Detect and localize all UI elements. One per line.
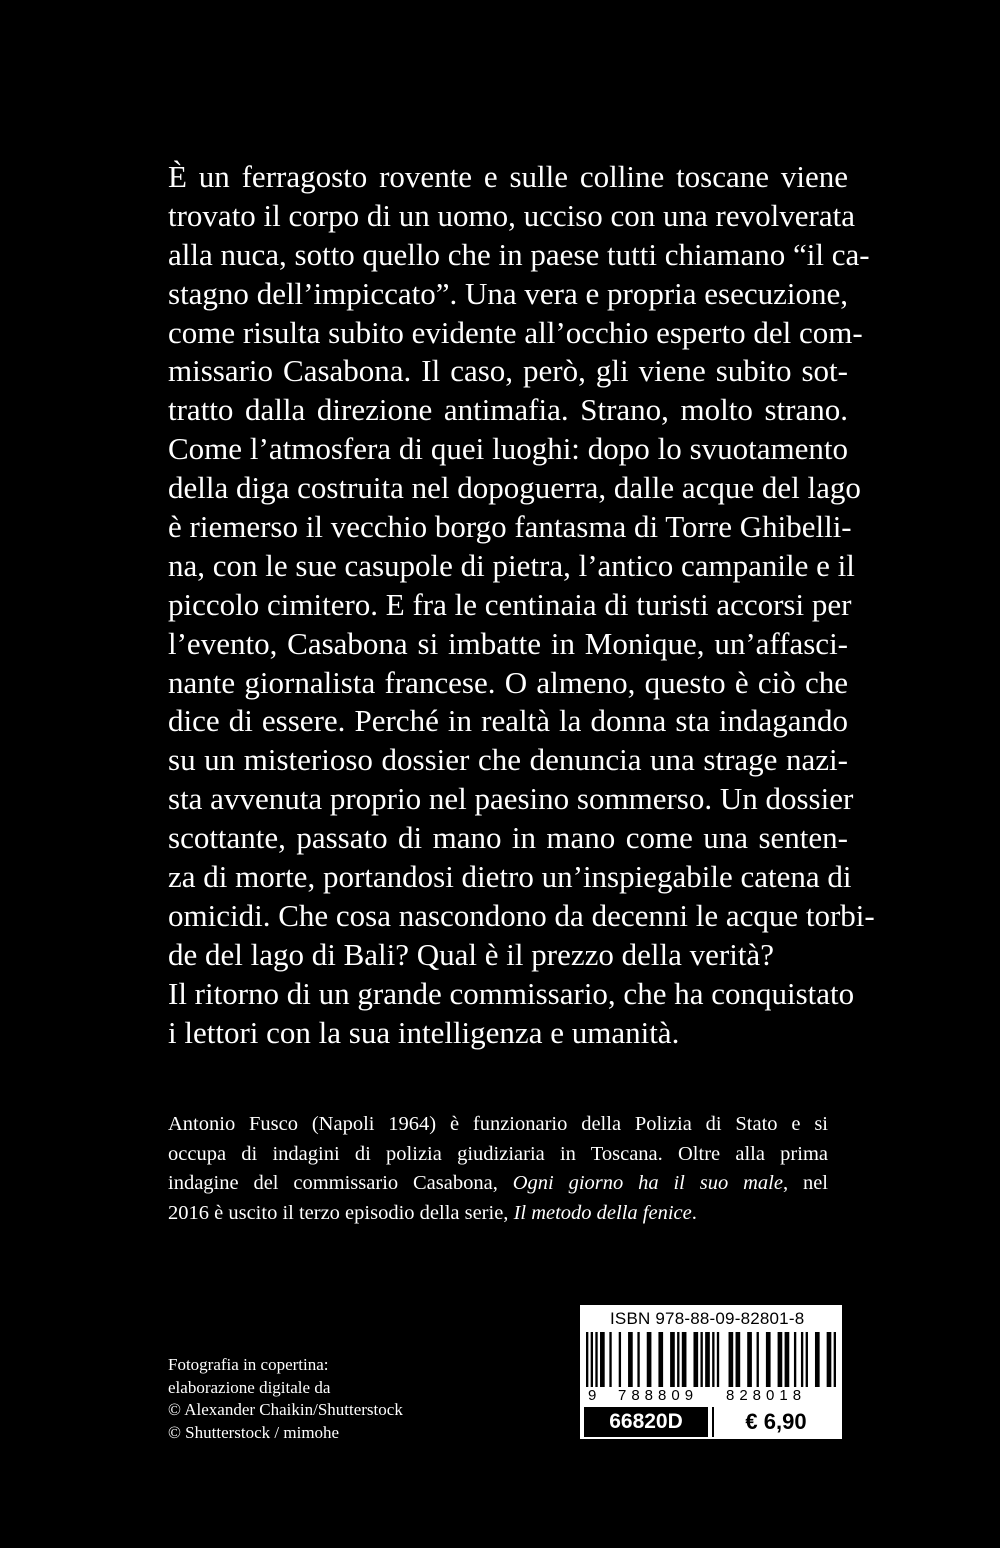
bio-line — [168, 1169, 828, 1199]
barcode-digits-left: 788809 — [618, 1387, 699, 1404]
credit-line: © Shutterstock / mimohe — [168, 1422, 340, 1442]
blurb-line: omicidi. Che cosa nascondono da decenni le acque torbi- — [168, 897, 875, 933]
barcode-digits-right: 828018 — [726, 1387, 807, 1404]
blurb-line: È un ferragosto rovente e sulle colline toscane viene — [168, 159, 848, 194]
blurb-line: come risulta subito evidente all’occhio esperto del com- — [168, 314, 863, 350]
barcode-digits — [586, 1387, 838, 1405]
blurb-line: dice di essere. Perché in realtà la donna sta indagando — [168, 703, 848, 739]
blurb-line: missario Casabona. Il caso, però, gli viene subito sot- — [168, 353, 848, 389]
blurb-line: tratto dalla direzione antimafia. Strano, molto strano. — [168, 392, 848, 428]
blurb-line: scottante, passato di mano in mano come una senten- — [168, 820, 848, 856]
blurb-line: l’evento, Casabona si imbatte in Monique, un’affasci- — [168, 625, 848, 661]
bio-line: occupa di indagini di polizia giudiziaria in Toscana. Oltre alla prima — [168, 1142, 828, 1165]
blurb-line: i lettori con la sua intelligenza e umanità. — [168, 1014, 680, 1050]
isbn-text: ISBN 978-88-09-82801-8 — [610, 1309, 805, 1328]
credit-line: Fotografia in copertina: — [168, 1355, 329, 1374]
isbn-barcode-box — [578, 1303, 844, 1441]
bio-line — [168, 1199, 828, 1229]
blurb-line: della diga costruita nel dopoguerra, dalle acque del lago — [168, 470, 861, 506]
blurb-line: sta avvenuta proprio nel paesino sommerso. Un dossier — [168, 781, 854, 817]
blurb-line: Come l’atmosfera di quei luoghi: dopo lo svuotamento — [168, 431, 848, 467]
bio-line: Antonio Fusco (Napoli 1964) è funzionario della Polizia di Stato e si — [168, 1113, 828, 1135]
book-title-first: Ogni giorno ha il suo male — [512, 1172, 783, 1194]
blurb-line: trovato il corpo di un uomo, ucciso con una revolverata — [168, 197, 855, 233]
price: € 6,90 — [712, 1407, 838, 1437]
blurb-line: na, con le sue casupole di pietra, l’antico campanile e il — [168, 547, 855, 583]
book-title-third: Il metodo della fenice — [513, 1201, 692, 1224]
bio-text: 2016 è uscito il terzo episodio della serie, — [168, 1201, 514, 1224]
blurb-line: è riemerso il vecchio borgo fantasma di Torre Ghibelli- — [168, 509, 852, 545]
product-code: 66820D — [584, 1407, 708, 1437]
blurb-line: piccolo cimitero. E fra le centinaia di turisti accorsi per — [168, 586, 852, 622]
blurb-line: nante giornalista francese. O almeno, questo è ciò che — [168, 664, 848, 700]
blurb-line: Il ritorno di un grande commissario, che ha conquistato — [168, 975, 855, 1011]
bio-text: . — [691, 1201, 697, 1224]
barcode-digit-first: 9 — [588, 1387, 597, 1404]
blurb-line: za di morte, portandosi dietro un’inspiegabile catena di — [168, 859, 852, 895]
credit-line: © Alexander Chaikin/Shutterstock — [168, 1400, 403, 1419]
author-bio — [168, 1110, 828, 1228]
photo-credits — [168, 1354, 528, 1444]
blurb-line: su un misterioso dossier che denuncia una strage nazi- — [168, 742, 848, 778]
blurb-line: de del lago di Bali? Qual è il prezzo della verità? — [168, 936, 774, 972]
bio-text: , nel — [782, 1172, 828, 1194]
blurb-line: alla nuca, sotto quello che in paese tutti chiamano “il ca- — [168, 236, 870, 272]
blurb-line: stagno dell’impiccato”. Una vera e propria esecuzione, — [168, 275, 848, 311]
blurb-text — [168, 158, 875, 1052]
credit-line: elaborazione digitale da — [168, 1377, 331, 1397]
bio-text: indagine del commissario Casabona, — [168, 1172, 513, 1194]
